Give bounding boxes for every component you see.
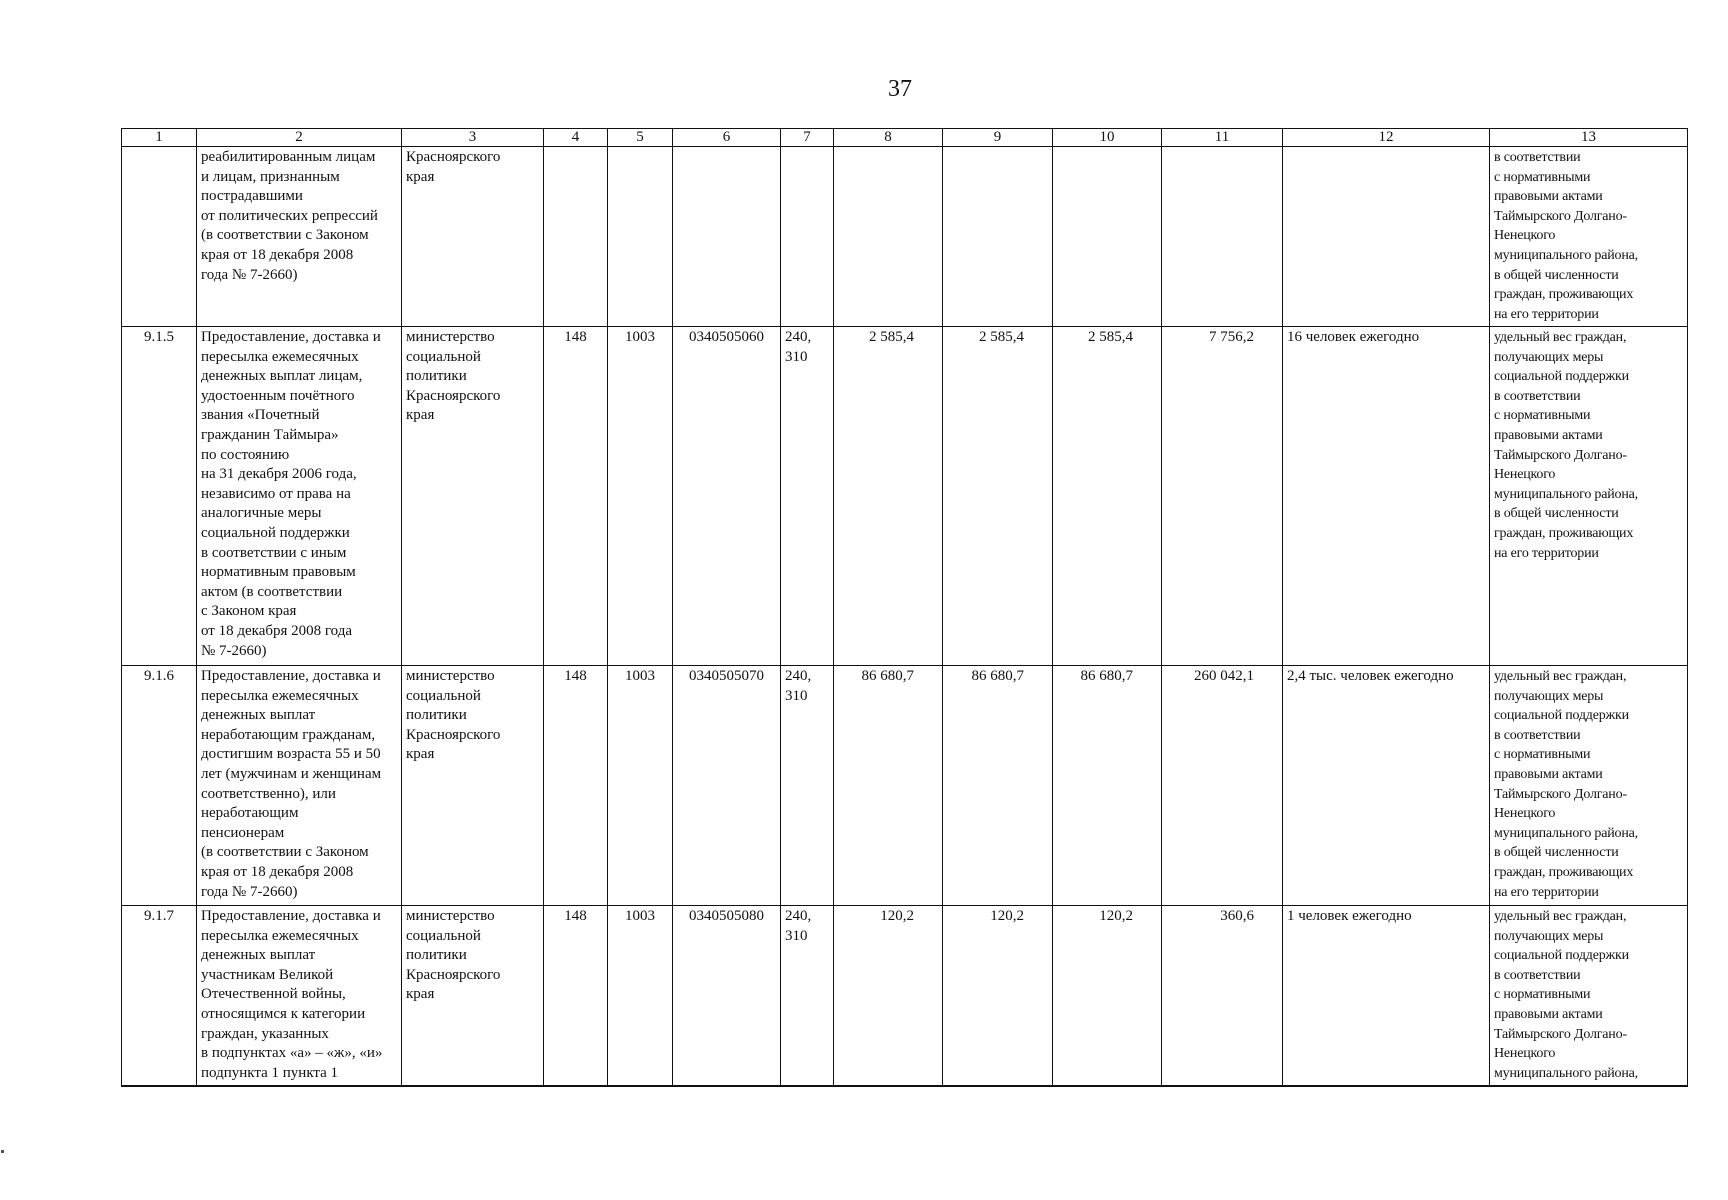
indicator-text: удельный вес граждан, получающих меры социальной поддержки в соответствии с нормативными правовыми актами Таймырского Долгано- Ненецкого муниципального района, xyxy=(1490,906,1688,1086)
scan-speck xyxy=(1,1150,4,1153)
column-number-header xyxy=(122,129,1688,147)
row-number: 9.1.7 xyxy=(122,906,197,1086)
target-article-code: 0340505080 xyxy=(673,906,781,1086)
year3-amount: 2 585,4 xyxy=(1053,327,1162,666)
column-header: 5 xyxy=(608,129,673,147)
measure-name: Предоставление, доставка и пересылка ежемесячных денежных выплат неработающим гражданам, достигшим возраста 55 и 50 лет (мужчинам и женщинам соответственно), или неработающим пенсионерам (в соответствии с Законом края от 18 декабря 2008 года № 7-2660) xyxy=(197,666,402,906)
year1-amount: 2 585,4 xyxy=(834,327,943,666)
total-amount: 360,6 xyxy=(1162,906,1283,1086)
indicator-text: в соответствии с нормативными правовыми актами Таймырского Долгано- Ненецкого муниципального района, в общей численности граждан, проживающих на его территории xyxy=(1490,147,1688,327)
measure-name: Предоставление, доставка и пересылка ежемесячных денежных выплат участникам Великой Отечественной войны, относящимся к категории граждан, указанных в подпунктах «а» – «ж», «и» подпункта 1 пункта 1 xyxy=(197,906,402,1086)
column-header: 7 xyxy=(781,129,834,147)
indicator-text: удельный вес граждан, получающих меры социальной поддержки в соответствии с нормативными правовыми актами Таймырского Долгано- Ненецкого муниципального района, в общей численности граждан, проживающих на его территории xyxy=(1490,666,1688,906)
page-number: 37 xyxy=(888,76,912,102)
year2-amount xyxy=(943,147,1053,327)
column-header: 2 xyxy=(197,129,402,147)
target-article-code xyxy=(673,147,781,327)
row-number: 9.1.6 xyxy=(122,666,197,906)
expense-type-code: 240, 310 xyxy=(781,906,834,1086)
column-header: 12 xyxy=(1283,129,1490,147)
expected-result xyxy=(1283,147,1490,327)
expense-type-code: 240, 310 xyxy=(781,666,834,906)
program-table xyxy=(121,128,1688,1087)
year2-amount: 2 585,4 xyxy=(943,327,1053,666)
year2-amount: 120,2 xyxy=(943,906,1053,1086)
column-header: 1 xyxy=(122,129,197,147)
year3-amount xyxy=(1053,147,1162,327)
target-article-code: 0340505070 xyxy=(673,666,781,906)
grbs-code: 148 xyxy=(544,666,608,906)
column-header: 9 xyxy=(943,129,1053,147)
year3-amount: 120,2 xyxy=(1053,906,1162,1086)
year3-amount: 86 680,7 xyxy=(1053,666,1162,906)
section-code: 1003 xyxy=(608,666,673,906)
measure-name: Предоставление, доставка и пересылка ежемесячных денежных выплат лицам, удостоенным почётного звания «Почетный гражданин Таймыра» по состоянию на 31 декабря 2006 года, независимо от права на аналогичные меры социальной поддержки в соответствии с иным нормативным правовым актом (в соответствии с Законом края от 18 декабря 2008 года № 7-2660) xyxy=(197,327,402,666)
section-code: 1003 xyxy=(608,327,673,666)
responsible-agency: министерство социальной политики Красноярского края xyxy=(402,327,544,666)
row-number: 9.1.5 xyxy=(122,327,197,666)
column-header: 10 xyxy=(1053,129,1162,147)
grbs-code: 148 xyxy=(544,906,608,1086)
section-code: 1003 xyxy=(608,906,673,1086)
table-row xyxy=(122,327,1688,666)
responsible-agency: Красноярского края xyxy=(402,147,544,327)
indicator-text: удельный вес граждан, получающих меры социальной поддержки в соответствии с нормативными правовыми актами Таймырского Долгано- Ненецкого муниципального района, в общей численности граждан, проживающих на его территории xyxy=(1490,327,1688,666)
table-row xyxy=(122,666,1688,906)
column-header: 13 xyxy=(1490,129,1688,147)
column-header: 8 xyxy=(834,129,943,147)
total-amount: 7 756,2 xyxy=(1162,327,1283,666)
table-row xyxy=(122,147,1688,327)
grbs-code xyxy=(544,147,608,327)
responsible-agency: министерство социальной политики Красноярского края xyxy=(402,666,544,906)
section-code xyxy=(608,147,673,327)
responsible-agency: министерство социальной политики Красноярского края xyxy=(402,906,544,1086)
column-header: 4 xyxy=(544,129,608,147)
expected-result: 1 человек ежегодно xyxy=(1283,906,1490,1086)
table-row xyxy=(122,906,1688,1086)
expected-result: 16 человек ежегодно xyxy=(1283,327,1490,666)
measure-name: реабилитированным лицам и лицам, признанным пострадавшими от политических репрессий (в соответствии с Законом края от 18 декабря 2008 года № 7-2660) xyxy=(197,147,402,327)
year1-amount: 120,2 xyxy=(834,906,943,1086)
expected-result: 2,4 тыс. человек ежегодно xyxy=(1283,666,1490,906)
column-header: 3 xyxy=(402,129,544,147)
column-header: 6 xyxy=(673,129,781,147)
target-article-code: 0340505060 xyxy=(673,327,781,666)
total-amount xyxy=(1162,147,1283,327)
column-header: 11 xyxy=(1162,129,1283,147)
year2-amount: 86 680,7 xyxy=(943,666,1053,906)
row-number xyxy=(122,147,197,327)
total-amount: 260 042,1 xyxy=(1162,666,1283,906)
expense-type-code xyxy=(781,147,834,327)
grbs-code: 148 xyxy=(544,327,608,666)
expense-type-code: 240, 310 xyxy=(781,327,834,666)
year1-amount: 86 680,7 xyxy=(834,666,943,906)
year1-amount xyxy=(834,147,943,327)
